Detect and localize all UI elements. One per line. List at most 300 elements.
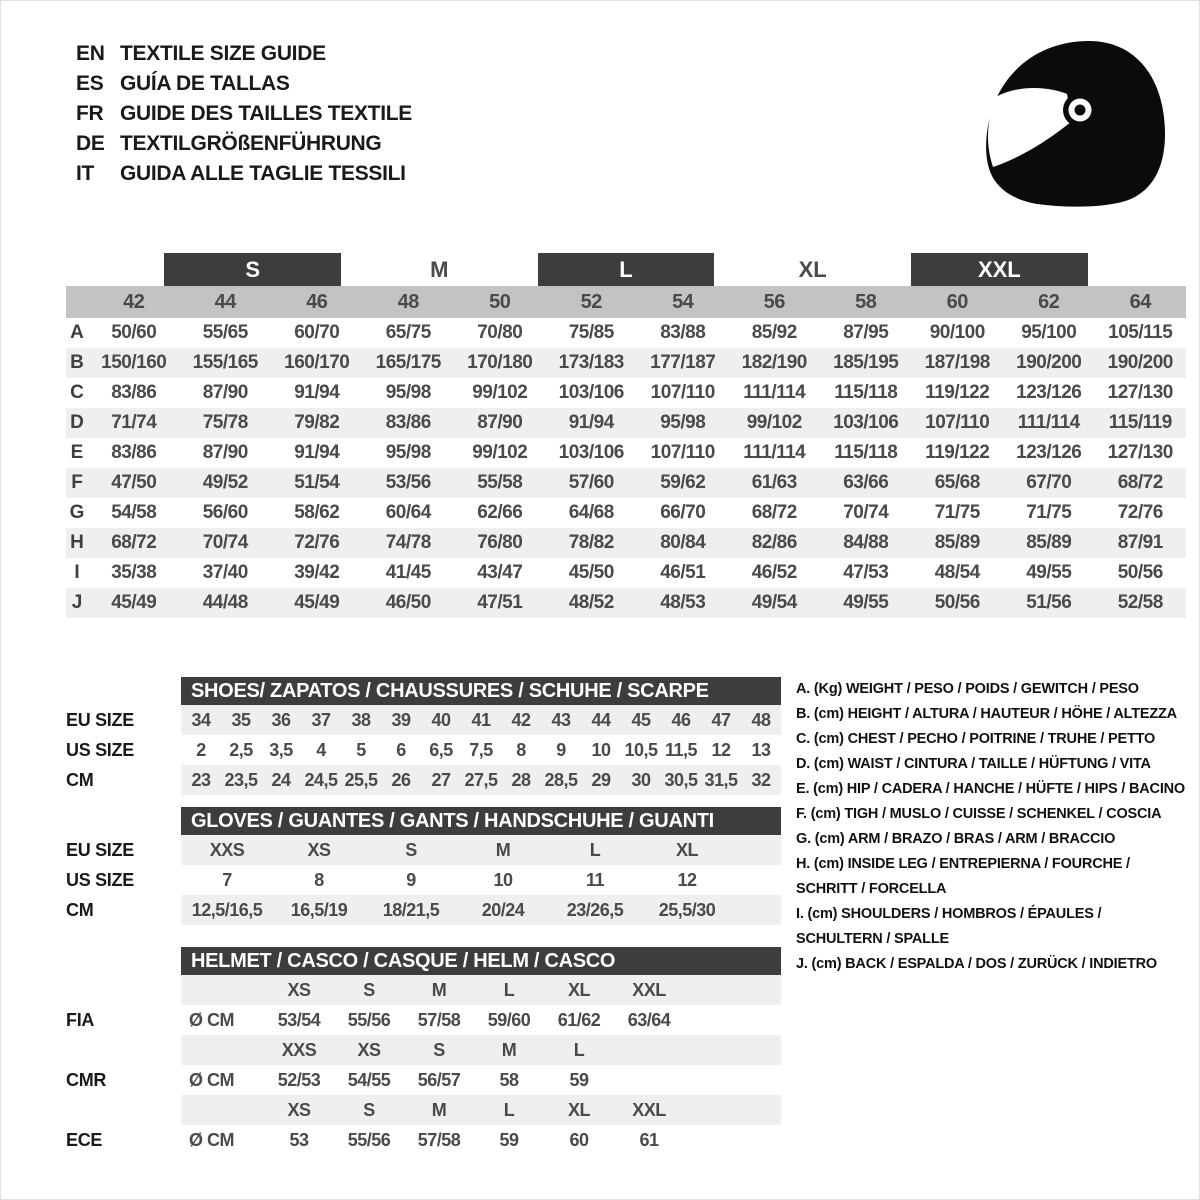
- measure-letter: A: [70, 322, 84, 343]
- measure-value: 47/50: [111, 472, 157, 493]
- value-cell: 8: [516, 739, 526, 760]
- measure-value: 123/126: [1016, 382, 1082, 403]
- value-cell: 18/21,5: [382, 899, 440, 920]
- table-title-row: [66, 947, 781, 975]
- measure-value: 165/175: [375, 352, 441, 373]
- value-cell: 30: [631, 769, 651, 790]
- measure-value: 111/114: [743, 442, 806, 463]
- value-cell: S: [405, 839, 417, 860]
- helmet-size-label: M: [431, 1099, 447, 1120]
- measure-value: 47/53: [843, 562, 889, 583]
- value-cell: 11: [585, 869, 605, 890]
- size-number: 54: [672, 290, 694, 313]
- legend-line: SCHULTERN / SPALLE: [796, 931, 949, 947]
- measure-value: 87/90: [202, 382, 248, 403]
- language-row: [76, 39, 412, 69]
- value-cell: 53: [289, 1129, 309, 1150]
- measure-value: 127/130: [1107, 382, 1173, 403]
- standard-label: FIA: [66, 1009, 95, 1030]
- measure-value: 54/58: [111, 502, 157, 523]
- value-cell: 58: [499, 1069, 519, 1090]
- measure-row-e: [66, 438, 1186, 468]
- measure-value: 99/102: [472, 442, 528, 463]
- legend-item: [796, 702, 1200, 727]
- language-row: [76, 99, 412, 129]
- value-cell: 12: [677, 869, 697, 890]
- measure-value: 71/74: [111, 412, 157, 433]
- table-title-row: [66, 807, 781, 835]
- measure-value: 52/58: [1117, 592, 1163, 613]
- legend-item: [796, 952, 1200, 977]
- value-cell: XS: [307, 839, 331, 860]
- measure-value: 111/114: [743, 382, 806, 403]
- helmet-size-label: XS: [287, 979, 311, 1000]
- legend-item: [796, 902, 1200, 952]
- measure-value: 70/74: [843, 502, 889, 523]
- legend-item: [796, 677, 1200, 702]
- measure-value: 115/118: [834, 442, 898, 463]
- measure-value: 119/122: [925, 442, 990, 463]
- value-cell: 23/26,5: [566, 899, 624, 920]
- unit-label: Ø CM: [189, 1069, 234, 1090]
- legend-line: SCHRITT / FORCELLA: [796, 881, 947, 897]
- language-title: GUIDA ALLE TAGLIE TESSILI: [120, 162, 406, 185]
- measure-value: 71/75: [934, 502, 980, 523]
- value-cell: 46: [671, 709, 691, 730]
- value-cell: 45: [631, 709, 651, 730]
- helmet-size-label: L: [503, 979, 515, 1000]
- measure-value: 115/119: [1108, 412, 1172, 433]
- measure-value: 50/56: [934, 592, 980, 613]
- measure-value: 50/56: [1117, 562, 1163, 583]
- measure-value: 75/78: [202, 412, 248, 433]
- measure-row-a: [66, 318, 1186, 348]
- measure-value: 45/49: [294, 592, 340, 613]
- size-group-xl: [719, 253, 906, 286]
- value-cell: 53/54: [277, 1009, 321, 1030]
- spacer: [66, 253, 159, 286]
- value-cell: 28,5: [544, 769, 578, 790]
- value-cell: 40: [431, 709, 451, 730]
- measure-value: 83/86: [385, 412, 431, 433]
- value-cell: 56/57: [417, 1069, 461, 1090]
- textile-size-table: [66, 253, 1186, 618]
- measure-value: 70/74: [202, 532, 248, 553]
- language-title: GUIDE DES TAILLES TEXTILE: [120, 102, 412, 125]
- value-cell: 16,5/19: [290, 899, 348, 920]
- language-code: FR: [76, 102, 104, 125]
- measure-value: 187/198: [924, 352, 990, 373]
- value-cell: 24: [271, 769, 291, 790]
- size-group-l: [533, 253, 720, 286]
- legend-item: [796, 752, 1200, 777]
- measure-value: 99/102: [746, 412, 802, 433]
- value-cell: 59/60: [487, 1009, 531, 1030]
- measure-value: 56/60: [202, 502, 248, 523]
- value-cell: 23,5: [224, 769, 258, 790]
- value-cell: 3,5: [269, 739, 293, 760]
- measure-letter: B: [70, 352, 84, 373]
- value-cell: 2,5: [229, 739, 253, 760]
- value-cell: 60: [569, 1129, 589, 1150]
- measure-value: 83/86: [111, 382, 157, 403]
- measure-value: 107/110: [925, 412, 990, 433]
- value-cell: 57/58: [417, 1129, 461, 1150]
- measure-row-g: [66, 498, 1186, 528]
- value-cell: 38: [351, 709, 371, 730]
- value-cell: 20/24: [481, 899, 525, 920]
- measure-value: 103/106: [558, 442, 624, 463]
- measure-value: 44/48: [202, 592, 248, 613]
- measure-value: 70/80: [477, 322, 523, 343]
- helmet-size-label: XXS: [281, 1039, 317, 1060]
- measure-value: 190/200: [1107, 352, 1173, 373]
- size-group-label: L: [538, 253, 715, 286]
- table-title: SHOES/ ZAPATOS / CHAUSSURES / SCHUHE / SCARPE: [181, 677, 781, 705]
- measure-value: 35/38: [111, 562, 157, 583]
- measure-letter: D: [70, 412, 84, 433]
- measure-value: 37/40: [202, 562, 248, 583]
- value-cell: 10: [493, 869, 513, 890]
- legend-item: [796, 727, 1200, 752]
- value-cell: 8: [314, 869, 324, 890]
- helmet-sizes-row: [66, 1035, 781, 1065]
- measure-row-i: [66, 558, 1186, 588]
- value-cell: 26: [391, 769, 411, 790]
- language-code: EN: [76, 42, 105, 65]
- measure-row-f: [66, 468, 1186, 498]
- size-group-label: XL: [798, 256, 827, 282]
- language-title: TEXTILE SIZE GUIDE: [120, 42, 326, 65]
- size-number: 64: [1129, 290, 1151, 313]
- measure-value: 123/126: [1016, 442, 1082, 463]
- measure-value: 87/90: [477, 412, 523, 433]
- measure-value: 41/45: [385, 562, 431, 583]
- helmet-values-row: [66, 1125, 781, 1155]
- measure-value: 58/62: [294, 502, 340, 523]
- measure-value: 103/106: [833, 412, 899, 433]
- measure-value: 155/165: [192, 352, 258, 373]
- legend-item: [796, 802, 1200, 827]
- measure-value: 60/64: [385, 502, 431, 523]
- helmet-size-label: XL: [567, 1099, 590, 1120]
- value-cell: 11,5: [664, 739, 698, 760]
- table-row: [66, 895, 781, 925]
- language-title-list: [76, 39, 412, 189]
- measure-value: 51/54: [294, 472, 340, 493]
- table-row: [66, 765, 781, 795]
- measure-value: 46/52: [751, 562, 797, 583]
- value-cell: 28: [511, 769, 531, 790]
- measure-value: 45/50: [568, 562, 614, 583]
- value-cell: 7,5: [469, 739, 493, 760]
- measure-value: 47/51: [477, 592, 523, 613]
- measure-value: 75/85: [568, 322, 614, 343]
- value-cell: 36: [271, 709, 291, 730]
- measure-value: 48/53: [660, 592, 706, 613]
- value-cell: XXS: [209, 839, 245, 860]
- size-number: 52: [580, 290, 602, 313]
- language-code: ES: [76, 72, 104, 95]
- measure-value: 95/98: [385, 442, 431, 463]
- legend-line: J. (cm) BACK / ESPALDA / DOS / ZURÜCK / INDIETRO: [796, 956, 1157, 972]
- measure-value: 80/84: [660, 532, 706, 553]
- value-cell: 24,5: [304, 769, 338, 790]
- measure-value: 72/76: [1117, 502, 1163, 523]
- measure-value: 107/110: [650, 382, 715, 403]
- legend-line: E. (cm) HIP / CADERA / HANCHE / HÜFTE / HIPS / BACINO: [796, 781, 1185, 797]
- measure-value: 90/100: [929, 322, 985, 343]
- measure-value: 177/187: [650, 352, 716, 373]
- standard-label: ECE: [66, 1129, 103, 1150]
- value-cell: 9: [406, 869, 416, 890]
- measure-value: 190/200: [1016, 352, 1082, 373]
- size-number-row: [66, 286, 1186, 318]
- measure-row-d: [66, 408, 1186, 438]
- measure-value: 76/80: [477, 532, 523, 553]
- helmet-values-row: [66, 1005, 781, 1035]
- helmet-size-label: M: [501, 1039, 517, 1060]
- value-cell: 30,5: [664, 769, 698, 790]
- unit-label: Ø CM: [189, 1009, 234, 1030]
- size-number: 46: [306, 290, 328, 313]
- measure-value: 68/72: [1117, 472, 1163, 493]
- measure-value: 67/70: [1026, 472, 1072, 493]
- measurement-legend: [796, 677, 1200, 977]
- measure-value: 107/110: [650, 442, 715, 463]
- value-cell: 63/64: [627, 1009, 671, 1030]
- value-cell: 10,5: [624, 739, 658, 760]
- measure-value: 74/78: [385, 532, 431, 553]
- measure-value: 49/55: [843, 592, 889, 613]
- table-row: [66, 865, 781, 895]
- size-number: 42: [123, 290, 145, 313]
- measure-value: 68/72: [751, 502, 797, 523]
- helmet-size-label: XXL: [632, 1099, 666, 1120]
- helmet-size-label: S: [433, 1039, 445, 1060]
- value-cell: 7: [222, 869, 232, 890]
- table-row: [66, 705, 781, 735]
- language-code: IT: [76, 162, 95, 185]
- value-cell: 5: [356, 739, 366, 760]
- value-cell: 25,5/30: [658, 899, 716, 920]
- value-cell: 27,5: [464, 769, 498, 790]
- measure-row-c: [66, 378, 1186, 408]
- table-title: HELMET / CASCO / CASQUE / HELM / CASCO: [181, 947, 781, 975]
- measure-value: 95/100: [1021, 322, 1077, 343]
- measure-value: 64/68: [568, 502, 614, 523]
- measure-value: 111/114: [1017, 412, 1080, 433]
- measure-letter: C: [70, 382, 84, 403]
- helmet-icon: [979, 37, 1169, 209]
- measure-value: 160/170: [284, 352, 350, 373]
- measure-value: 83/88: [660, 322, 706, 343]
- legend-line: C. (cm) CHEST / PECHO / POITRINE / TRUHE / PETTO: [796, 731, 1156, 747]
- measure-value: 53/56: [385, 472, 431, 493]
- value-cell: 10: [591, 739, 611, 760]
- value-cell: 31,5: [704, 769, 738, 790]
- language-row: [76, 159, 412, 189]
- size-group-label: S: [164, 253, 341, 286]
- measure-letter: H: [70, 532, 84, 553]
- value-cell: 41: [471, 709, 491, 730]
- helmet-size-label: L: [573, 1039, 585, 1060]
- value-cell: 27: [431, 769, 451, 790]
- value-cell: 44: [591, 709, 611, 730]
- helmet-sizes-row: [66, 975, 781, 1005]
- measure-value: 49/55: [1026, 562, 1072, 583]
- value-cell: 12,5/16,5: [191, 899, 263, 920]
- measure-value: 103/106: [558, 382, 624, 403]
- value-cell: 43: [551, 709, 571, 730]
- measure-value: 50/60: [111, 322, 157, 343]
- legend-line: B. (cm) HEIGHT / ALTURA / HAUTEUR / HÖHE / ALTEZZA: [796, 706, 1177, 722]
- measure-value: 65/68: [934, 472, 980, 493]
- size-number: 58: [855, 290, 877, 313]
- row-label: EU SIZE: [66, 709, 134, 730]
- measure-value: 68/72: [111, 532, 157, 553]
- measure-value: 83/86: [111, 442, 157, 463]
- value-cell: 39: [391, 709, 411, 730]
- value-cell: 55/56: [347, 1129, 391, 1150]
- value-cell: M: [495, 839, 511, 860]
- measure-value: 78/82: [568, 532, 614, 553]
- legend-item: [796, 777, 1200, 802]
- row-label: CM: [66, 899, 94, 920]
- measure-value: 48/52: [568, 592, 614, 613]
- measure-value: 115/118: [834, 382, 898, 403]
- value-cell: 9: [556, 739, 566, 760]
- legend-item: [796, 852, 1200, 902]
- table-row: [66, 835, 781, 865]
- table-title-row: [66, 677, 781, 705]
- row-label: US SIZE: [66, 869, 134, 890]
- value-cell: 23: [191, 769, 211, 790]
- measure-value: 66/70: [660, 502, 706, 523]
- measure-value: 65/75: [385, 322, 431, 343]
- measure-value: 49/52: [202, 472, 248, 493]
- helmet-size-label: L: [503, 1099, 515, 1120]
- measure-value: 49/54: [751, 592, 797, 613]
- measure-value: 45/49: [111, 592, 157, 613]
- measure-value: 170/180: [467, 352, 533, 373]
- value-cell: 34: [191, 709, 211, 730]
- measure-value: 182/190: [741, 352, 807, 373]
- helmet-size-label: XS: [287, 1099, 311, 1120]
- value-cell: 42: [511, 709, 531, 730]
- legend-item: [796, 827, 1200, 852]
- measure-value: 105/115: [1108, 322, 1173, 343]
- size-number: 60: [946, 290, 968, 313]
- size-group-s: [159, 253, 346, 286]
- measure-value: 48/54: [934, 562, 980, 583]
- size-number: 48: [397, 290, 419, 313]
- value-cell: 13: [751, 739, 771, 760]
- measure-value: 51/56: [1026, 592, 1072, 613]
- measure-value: 71/75: [1026, 502, 1072, 523]
- row-label: US SIZE: [66, 739, 134, 760]
- measure-value: 87/95: [843, 322, 889, 343]
- value-cell: 55/56: [347, 1009, 391, 1030]
- measure-value: 91/94: [568, 412, 614, 433]
- gloves-size-table: [66, 807, 781, 925]
- measure-value: 43/47: [477, 562, 523, 583]
- language-title: GUÍA DE TALLAS: [120, 72, 290, 95]
- measure-value: 79/82: [294, 412, 340, 433]
- value-cell: 61/62: [557, 1009, 601, 1030]
- value-cell: 48: [751, 709, 771, 730]
- measure-value: 55/58: [477, 472, 523, 493]
- helmet-sizes-row: [66, 1095, 781, 1125]
- legend-line: H. (cm) INSIDE LEG / ENTREPIERNA / FOURCHE /: [796, 856, 1130, 872]
- value-cell: 37: [311, 709, 331, 730]
- value-cell: 2: [196, 739, 206, 760]
- value-cell: 4: [316, 739, 326, 760]
- helmet-size-label: S: [363, 979, 375, 1000]
- standard-label: CMR: [66, 1069, 107, 1090]
- legend-line: G. (cm) ARM / BRAZO / BRAS / ARM / BRACCIO: [796, 831, 1116, 847]
- helmet-size-table: [66, 947, 781, 1155]
- table-row: [66, 735, 781, 765]
- size-group-m: [346, 253, 533, 286]
- language-title: TEXTILGRÖßENFÜHRUNG: [120, 132, 382, 155]
- size-group-xxl: [906, 253, 1093, 286]
- helmet-size-label: XXL: [632, 979, 666, 1000]
- size-number: 44: [214, 290, 236, 313]
- size-number: 62: [1038, 290, 1060, 313]
- measure-value: 61/63: [751, 472, 797, 493]
- row-label: EU SIZE: [66, 839, 134, 860]
- measure-value: 59/62: [660, 472, 706, 493]
- value-cell: L: [589, 839, 601, 860]
- value-cell: XL: [675, 839, 698, 860]
- helmet-values-row: [66, 1065, 781, 1095]
- helmet-size-label: XS: [357, 1039, 381, 1060]
- measure-row-b: [66, 348, 1186, 378]
- helmet-size-label: S: [363, 1099, 375, 1120]
- value-cell: 35: [231, 709, 251, 730]
- measure-value: 173/183: [558, 352, 624, 373]
- value-cell: 12: [711, 739, 731, 760]
- measure-value: 46/51: [660, 562, 706, 583]
- measure-value: 55/65: [202, 322, 248, 343]
- value-cell: 54/55: [347, 1069, 391, 1090]
- measure-value: 85/89: [934, 532, 980, 553]
- value-cell: 29: [591, 769, 611, 790]
- measure-value: 63/66: [843, 472, 889, 493]
- measure-value: 185/195: [833, 352, 899, 373]
- value-cell: 57/58: [417, 1009, 461, 1030]
- size-group-row: [66, 253, 1186, 286]
- measure-value: 60/70: [294, 322, 340, 343]
- measure-letter: G: [69, 502, 85, 523]
- measure-value: 84/88: [843, 532, 889, 553]
- measure-letter: E: [70, 442, 84, 463]
- measure-letter: I: [74, 562, 80, 583]
- size-number: 50: [489, 290, 511, 313]
- row-label: CM: [66, 769, 94, 790]
- measure-value: 127/130: [1107, 442, 1173, 463]
- measure-value: 119/122: [925, 382, 990, 403]
- measure-letter: F: [71, 472, 83, 493]
- language-code: DE: [76, 132, 105, 155]
- measure-value: 62/66: [477, 502, 523, 523]
- measure-value: 85/89: [1026, 532, 1072, 553]
- measure-value: 95/98: [385, 382, 431, 403]
- value-cell: 61: [639, 1129, 659, 1150]
- value-cell: 6: [396, 739, 406, 760]
- measure-value: 87/91: [1117, 532, 1163, 553]
